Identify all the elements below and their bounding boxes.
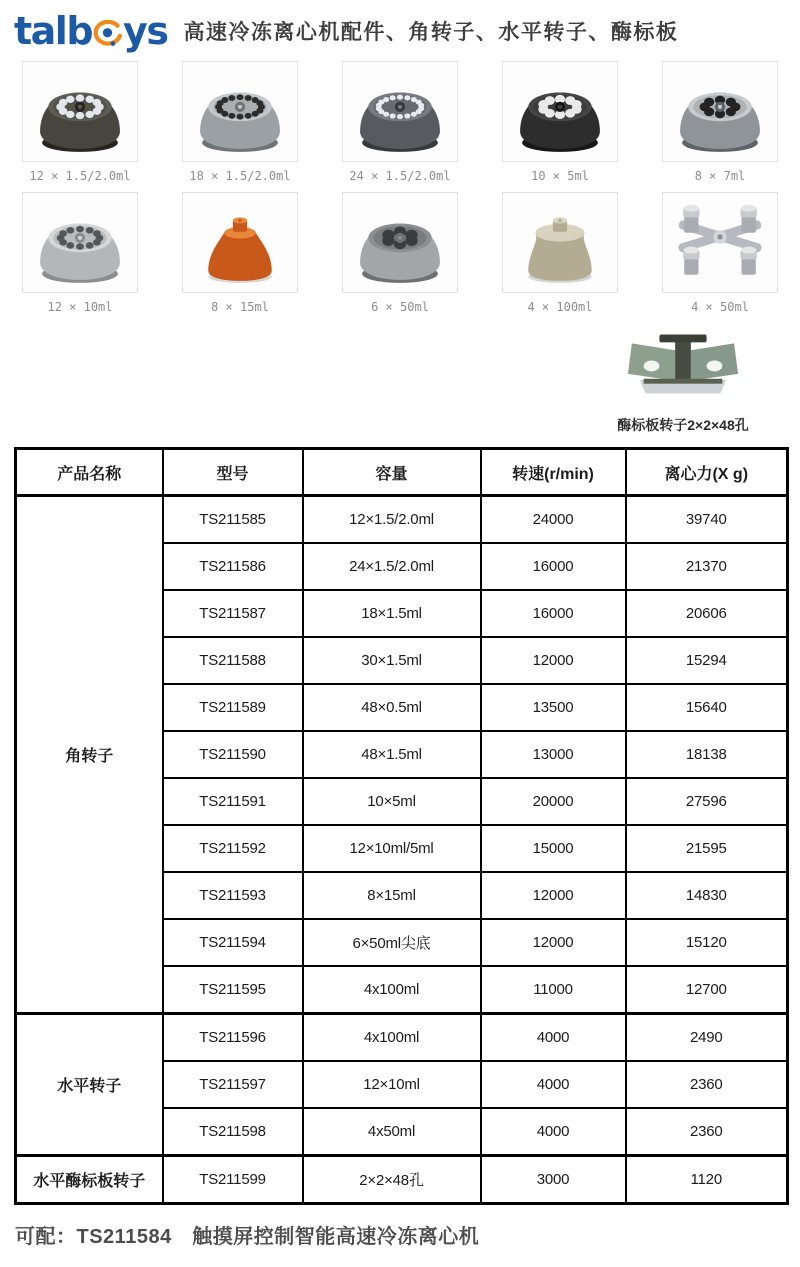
product-thumb: [480, 61, 640, 183]
logo-swirl-icon: [92, 18, 123, 49]
table-cell: 12000: [481, 872, 626, 919]
table-cell: 3000: [481, 1156, 626, 1204]
table-cell: 18138: [626, 731, 788, 778]
table-cell: TS211596: [163, 1014, 303, 1062]
table-cell: 13000: [481, 731, 626, 778]
table-row: [16, 1156, 788, 1204]
rotor-photo: [22, 61, 138, 162]
product-thumb: [640, 61, 800, 183]
table-cell: TS211597: [163, 1061, 303, 1108]
product-thumb: [640, 192, 800, 314]
table-cell: 21595: [626, 825, 788, 872]
page-title: 高速冷冻离心机配件、角转子、水平转子、酶标板: [183, 21, 679, 44]
microplate-rotor-figure: [598, 322, 768, 435]
logo-text-left: talb: [14, 9, 93, 53]
product-gallery-row-2: [0, 192, 800, 314]
table-cell: 15640: [626, 684, 788, 731]
table-cell: 4x100ml: [303, 1014, 481, 1062]
col-header-capacity: 容量: [303, 449, 481, 496]
table-cell: 4x50ml: [303, 1108, 481, 1156]
table-cell: 48×1.5ml: [303, 731, 481, 778]
table-cell: 12×10ml: [303, 1061, 481, 1108]
table-cell: TS211593: [163, 872, 303, 919]
microplate-rotor-caption: 酶标板转子2×2×48孔: [617, 417, 749, 433]
table-cell: 30×1.5ml: [303, 637, 481, 684]
rotor-photo: [662, 192, 778, 293]
table-cell: 4x100ml: [303, 966, 481, 1014]
product-category-cell: 角转子: [16, 496, 163, 1014]
table-cell: 20606: [626, 590, 788, 637]
table-cell: 15000: [481, 825, 626, 872]
rotor-photo: [182, 192, 298, 293]
product-caption: 4 × 100ml: [527, 300, 593, 314]
table-cell: 2×2×48孔: [303, 1156, 481, 1204]
compatibility-note: 可配：TS211584 触摸屏控制智能高速冷冻离心机: [15, 1226, 480, 1248]
product-caption: 10 × 5ml: [531, 169, 589, 183]
table-cell: TS211592: [163, 825, 303, 872]
table-cell: TS211589: [163, 684, 303, 731]
table-cell: 4000: [481, 1108, 626, 1156]
product-thumb: [320, 192, 480, 314]
rotor-photo: [502, 61, 618, 162]
product-thumb: [0, 192, 160, 314]
table-cell: 24000: [481, 496, 626, 544]
table-cell: TS211587: [163, 590, 303, 637]
table-cell: 15120: [626, 919, 788, 966]
table-cell: 1120: [626, 1156, 788, 1204]
table-cell: TS211588: [163, 637, 303, 684]
table-cell: TS211598: [163, 1108, 303, 1156]
table-cell: 12000: [481, 637, 626, 684]
table-cell: 12×1.5/2.0ml: [303, 496, 481, 544]
table-cell: 39740: [626, 496, 788, 544]
table-cell: 16000: [481, 543, 626, 590]
table-cell: 12000: [481, 919, 626, 966]
col-header-product-name: 产品名称: [16, 449, 163, 496]
product-caption: 6 × 50ml: [371, 300, 429, 314]
spec-table-body: [16, 496, 788, 1204]
table-row: [16, 1014, 788, 1062]
table-cell: 15294: [626, 637, 788, 684]
table-cell: TS211599: [163, 1156, 303, 1204]
rotor-photo: [182, 61, 298, 162]
table-cell: 12700: [626, 966, 788, 1014]
table-cell: 21370: [626, 543, 788, 590]
col-header-model: 型号: [163, 449, 303, 496]
table-cell: TS211585: [163, 496, 303, 544]
table-cell: TS211586: [163, 543, 303, 590]
table-cell: TS211591: [163, 778, 303, 825]
table-row: [16, 496, 788, 544]
table-cell: 11000: [481, 966, 626, 1014]
product-thumb: [480, 192, 640, 314]
table-cell: 24×1.5/2.0ml: [303, 543, 481, 590]
rotor-photo: [502, 192, 618, 293]
table-cell: TS211594: [163, 919, 303, 966]
page-header: [0, 6, 800, 52]
table-cell: 6×50ml尖底: [303, 919, 481, 966]
spec-table: [14, 447, 789, 1205]
product-category-cell: 水平酶标板转子: [16, 1156, 163, 1204]
table-cell: 4000: [481, 1061, 626, 1108]
rotor-photo: [342, 61, 458, 162]
table-cell: 14830: [626, 872, 788, 919]
product-thumb: [320, 61, 480, 183]
table-cell: TS211590: [163, 731, 303, 778]
table-cell: 20000: [481, 778, 626, 825]
spec-table-header: [16, 449, 788, 496]
product-caption: 18 × 1.5/2.0ml: [189, 169, 291, 183]
table-cell: 18×1.5ml: [303, 590, 481, 637]
rotor-photo: [342, 192, 458, 293]
table-cell: 2490: [626, 1014, 788, 1062]
header-row: [16, 449, 788, 496]
table-cell: 16000: [481, 590, 626, 637]
table-cell: 13500: [481, 684, 626, 731]
product-gallery-row-1: [0, 61, 800, 183]
product-caption: 12 × 10ml: [47, 300, 113, 314]
product-caption: 12 × 1.5/2.0ml: [29, 169, 131, 183]
product-thumb: [160, 192, 320, 314]
table-cell: 48×0.5ml: [303, 684, 481, 731]
table-cell: 2360: [626, 1108, 788, 1156]
table-cell: 2360: [626, 1061, 788, 1108]
col-header-speed: 转速(r/min): [481, 449, 626, 496]
product-caption: 24 × 1.5/2.0ml: [349, 169, 451, 183]
table-cell: 4000: [481, 1014, 626, 1062]
product-caption: 4 × 50ml: [691, 300, 749, 314]
rotor-photo: [662, 61, 778, 162]
microplate-rotor-photo: [624, 322, 742, 406]
table-cell: 12×10ml/5ml: [303, 825, 481, 872]
product-thumb: [160, 61, 320, 183]
brand-logo: [14, 9, 168, 53]
product-category-cell: 水平转子: [16, 1014, 163, 1156]
table-cell: 10×5ml: [303, 778, 481, 825]
table-cell: 8×15ml: [303, 872, 481, 919]
rotor-photo: [22, 192, 138, 293]
product-thumb: [0, 61, 160, 183]
product-caption: 8 × 7ml: [694, 169, 746, 183]
table-cell: TS211595: [163, 966, 303, 1014]
product-caption: 8 × 15ml: [211, 300, 269, 314]
logo-text-right: ys: [123, 9, 168, 53]
col-header-rcf: 离心力(X g): [626, 449, 788, 496]
table-cell: 27596: [626, 778, 788, 825]
